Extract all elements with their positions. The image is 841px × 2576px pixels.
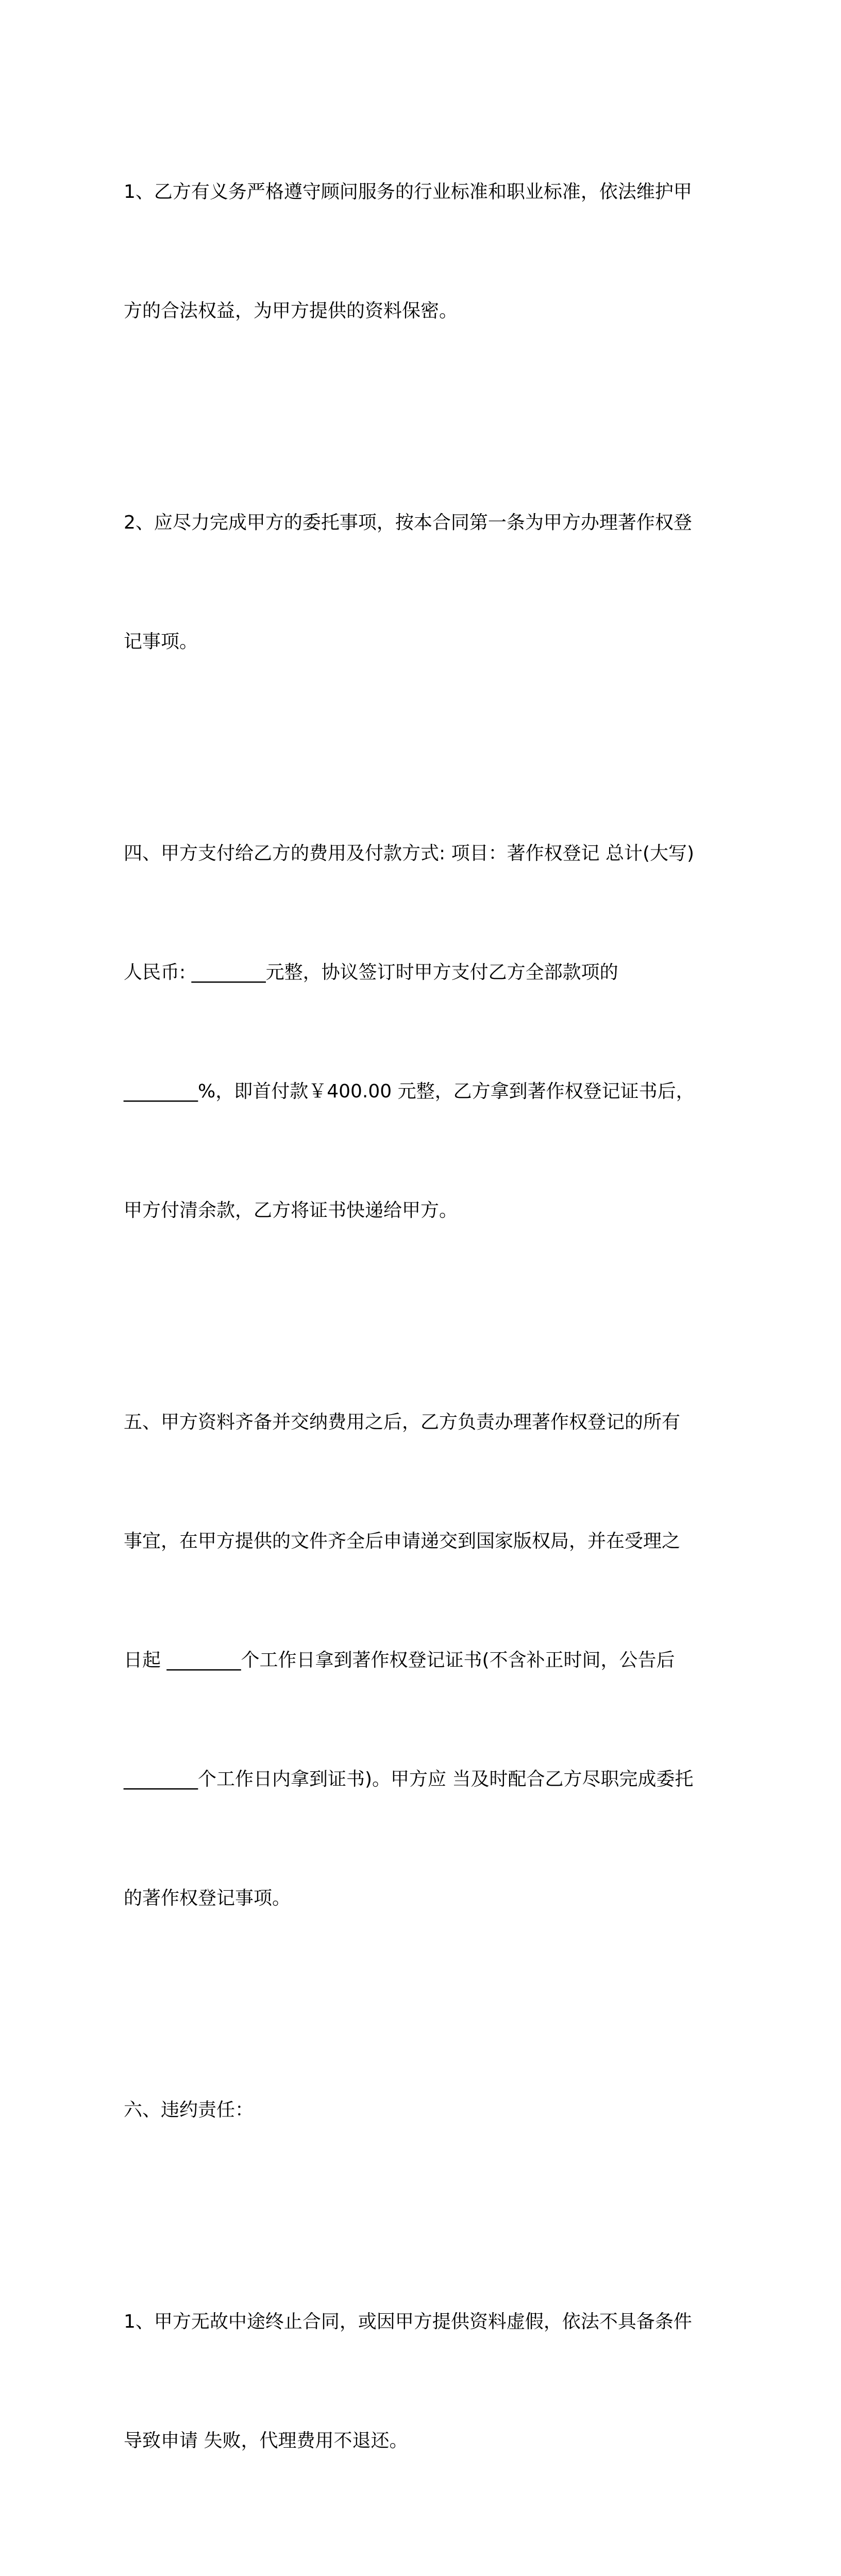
text-line: 的著作权登记事项。 xyxy=(124,1888,291,1909)
text-line: 导致申请 失败，代理费用不退还。 xyxy=(124,2430,408,2451)
section-heading: 六、违约责任： xyxy=(124,2099,254,2121)
text-line: 四、甲方支付给乙方的费用及付款方式: 项目：著作权登记 总计(大写) xyxy=(124,843,695,864)
paragraph-liability-1 xyxy=(124,2223,725,2540)
text-line: 2、应尽力完成甲方的委托事项，按本合同第一条为甲方办理著作权登 xyxy=(124,512,692,533)
paragraph-section-6-heading xyxy=(124,2011,725,2209)
text-line: 记事项。 xyxy=(124,631,198,652)
text-line: 五、甲方资料齐备并交纳费用之后，乙方负责办理著作权登记的所有 xyxy=(124,1412,681,1433)
text-line: 日起 ________个工作日拿到著作权登记证书(不含补正时间，公告后 xyxy=(124,1650,675,1671)
paragraph-section-4-payment xyxy=(124,754,725,1310)
text-line: 事宜，在甲方提供的文件齐全后申请递交到国家版权局，并在受理之 xyxy=(124,1531,681,1552)
text-line: 甲方付清余款，乙方将证书快递给甲方。 xyxy=(124,1200,458,1221)
text-line: 1、甲方无故中途终止合同，或因甲方提供资料虚假，依法不具备条件 xyxy=(124,2311,692,2332)
paragraph-section-5-processing xyxy=(124,1323,725,1997)
text-line: 方的合法权益，为甲方提供的资料保密。 xyxy=(124,300,458,321)
text-line: ________个工作日内拿到证书)。甲方应 当及时配合乙方尽职完成委托 xyxy=(124,1769,694,1790)
text-line: ________%，即首付款￥400.00 元整，乙方拿到著作权登记证书后， xyxy=(124,1081,695,1102)
text-line: 人民币: ________元整，协议签订时甲方支付乙方全部款项的 xyxy=(124,962,618,983)
paragraph-liability-2 xyxy=(124,2553,725,2576)
document-body xyxy=(124,93,725,2576)
paragraph-obligation-1 xyxy=(124,93,725,410)
paragraph-obligation-2 xyxy=(124,423,725,741)
text-line: 1、乙方有义务严格遵守顾问服务的行业标准和职业标准，依法维护甲 xyxy=(124,181,692,202)
